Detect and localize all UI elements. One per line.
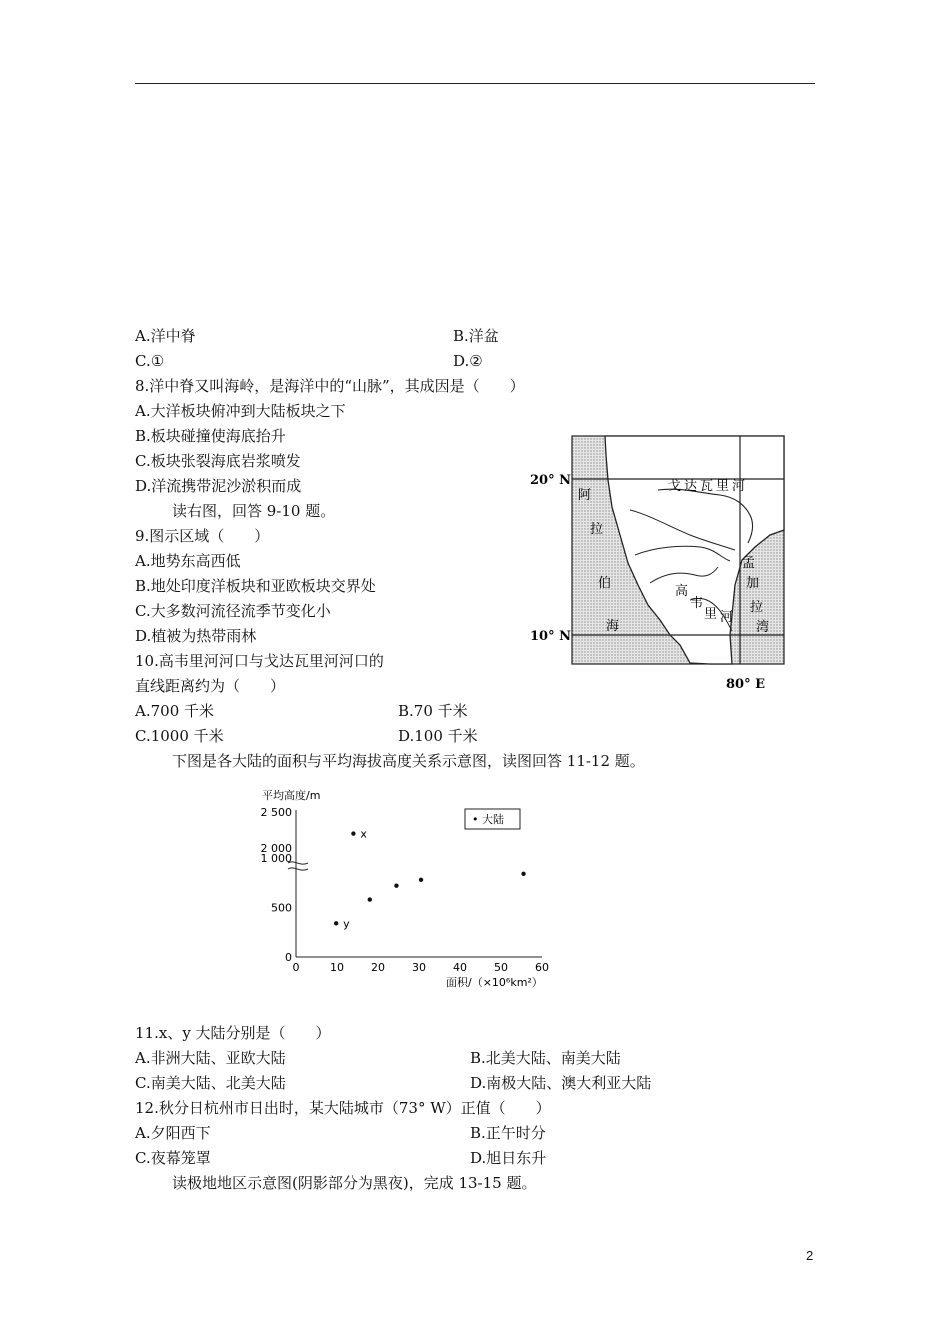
x-tick-label: 20 (371, 961, 385, 974)
q10-option-c: C.1000 千米 (135, 727, 224, 745)
q9-option-a: A.地势东高西低 (135, 552, 241, 570)
x-tick-label: 0 (292, 961, 300, 974)
q7-option-d: D.② (453, 352, 483, 370)
q10-stem-line2: 直线距离约为（ ） (135, 677, 286, 695)
q7-option-b: B.洋盆 (453, 327, 499, 345)
arabian-sea-label-2: 拉 (590, 522, 604, 537)
q11-stem: 11.x、y 大陆分别是（ ） (135, 1024, 331, 1042)
continent-point (419, 878, 423, 882)
q12-option-b: B.正午时分 (470, 1124, 546, 1142)
q10-stem-line1: 10.高韦里河河口与戈达瓦里河河口的 (135, 652, 384, 670)
india-map (530, 435, 790, 695)
q10-option-d: D.100 千米 (398, 727, 478, 745)
x-tick-label: 60 (535, 961, 549, 974)
q9-stem: 9.图示区域（ ） (135, 527, 270, 545)
kaveri-river-label-2: 韦 (690, 596, 704, 611)
q11-option-d: D.南极大陆、澳大利亚大陆 (470, 1074, 652, 1092)
q12-option-a: A.夕阳西下 (135, 1124, 211, 1142)
kaveri-river-label-1: 高 (675, 584, 689, 599)
intro-11-12: 下图是各大陆的面积与平均海拔高度关系示意图，读图回答 11-12 题。 (172, 752, 645, 770)
q7-option-a: A.洋中脊 (135, 327, 196, 345)
continent-point (334, 921, 338, 925)
y-axis-label: 平均高度/m (262, 789, 321, 802)
y-tick-label: 500 (271, 901, 292, 915)
q11-option-a: A.非洲大陆、亚欧大陆 (135, 1049, 286, 1067)
continent-point (521, 872, 525, 876)
q7-option-c: C.① (135, 352, 165, 370)
continent-scatter-chart (250, 785, 580, 995)
bengal-bay-label-1: 孟 (742, 556, 756, 571)
q12-stem: 12.秋分日杭州市日出时，某大陆城市（73° W）正值（ ） (135, 1099, 551, 1117)
intro-13-15: 读极地地区示意图(阴影部分为黑夜)，完成 13-15 题。 (172, 1174, 537, 1192)
q8-option-d: D.洋流携带泥沙淤积而成 (135, 477, 302, 495)
x-tick-label: 40 (453, 961, 467, 974)
kaveri-river-label-4: 河 (720, 610, 734, 625)
arabian-sea-label-3: 伯 (598, 576, 612, 591)
q8-option-a: A.大洋板块俯冲到大陆板块之下 (135, 402, 346, 420)
point-label-y: y (343, 917, 350, 931)
kaveri-river-label-3: 里 (704, 607, 718, 622)
y-tick-label: 2 000 (260, 842, 292, 855)
bengal-bay-label-4: 湾 (756, 620, 770, 635)
x-tick-label: 10 (330, 961, 344, 974)
q9-option-b: B.地处印度洋板块和亚欧板块交界处 (135, 577, 376, 595)
arabian-sea-label-1: 阿 (578, 488, 592, 503)
q12-option-d: D.旭日东升 (470, 1149, 547, 1167)
lat-20-label: 20° N (530, 473, 571, 488)
page-number: 2 (806, 1248, 814, 1263)
bengal-bay-label-3: 拉 (750, 600, 764, 615)
header-rule (135, 83, 815, 84)
x-tick-label: 30 (412, 961, 426, 974)
q12-option-c: C.夜幕笼罩 (135, 1149, 211, 1167)
arabian-sea-label-4: 海 (606, 619, 620, 634)
intro-9-10: 读右图，回答 9-10 题。 (172, 502, 336, 520)
q8-option-b: B.板块碰撞使海底抬升 (135, 427, 286, 445)
q10-option-b: B.70 千米 (398, 702, 468, 720)
q9-option-c: C.大多数河流径流季节变化小 (135, 602, 331, 620)
y-tick-label: 1 000 (260, 852, 292, 865)
q8-option-c: C.板块张裂海底岩浆喷发 (135, 452, 301, 470)
continent-point (394, 884, 398, 888)
q10-option-a: A.700 千米 (135, 702, 214, 720)
q8-stem: 8.洋中脊又叫海岭，是海洋中的“山脉”，其成因是（ ） (135, 377, 525, 395)
point-label-x: x (360, 827, 367, 841)
continent-point (351, 831, 355, 835)
continent-point (368, 897, 372, 901)
bengal-bay-label-2: 加 (746, 576, 760, 591)
godavari-river-label: 戈达瓦里河 (668, 479, 749, 494)
lat-10-label: 10° N (530, 629, 571, 644)
x-axis-label: 面积/（×10⁶km²） (446, 976, 543, 989)
q11-option-c: C.南美大陆、北美大陆 (135, 1074, 286, 1092)
y-tick-label: 0 (285, 951, 292, 964)
legend-label: • 大陆 (472, 813, 504, 826)
x-tick-label: 50 (494, 961, 508, 974)
q11-option-b: B.北美大陆、南美大陆 (470, 1049, 621, 1067)
lon-80-label: 80° E (726, 677, 766, 692)
q9-option-d: D.植被为热带雨林 (135, 627, 257, 645)
y-tick-label: 2 500 (260, 805, 292, 819)
